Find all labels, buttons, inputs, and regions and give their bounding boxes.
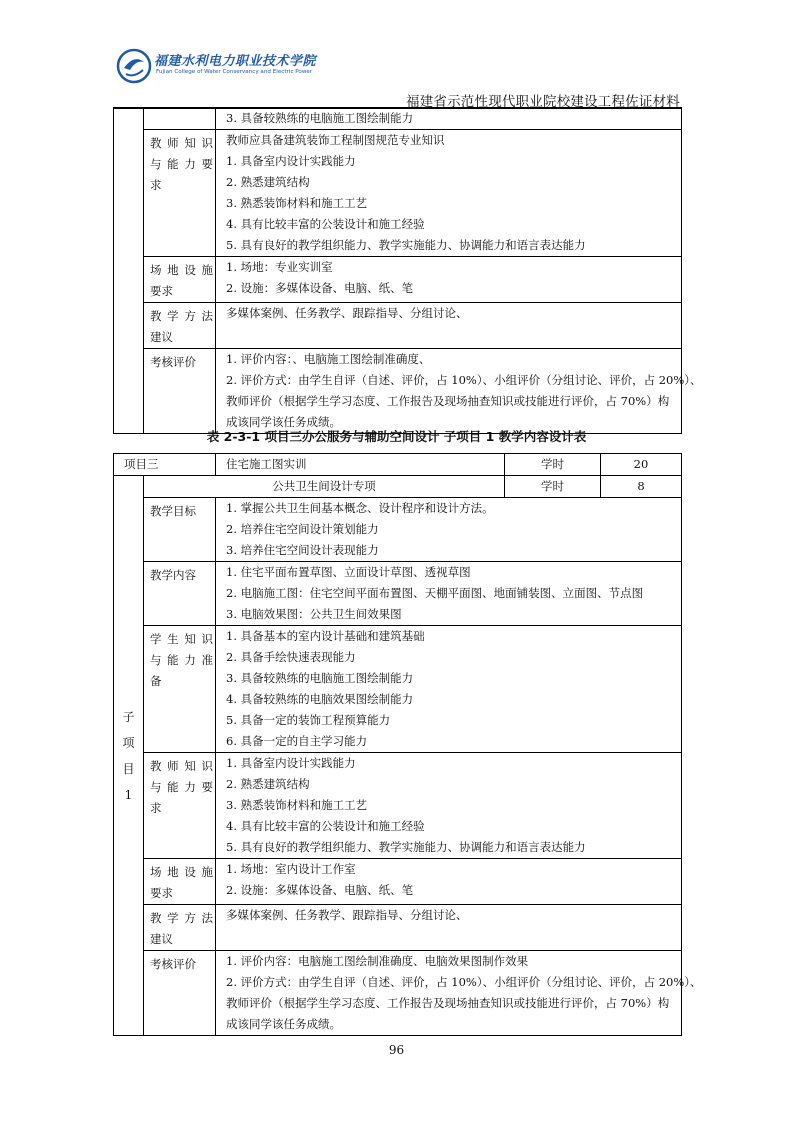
row-label-line: 教师知识 (150, 759, 213, 773)
row-content-cell (216, 859, 682, 905)
content-line: 1. 场地：专业实训室 (226, 260, 333, 274)
subproject-row (114, 476, 682, 498)
row-content-cell (216, 303, 682, 349)
header-title: 福建省示范性现代职业院校建设工程佐证材料 (406, 94, 680, 110)
row-content-cell (216, 257, 682, 303)
subproject-side-label (114, 476, 144, 1036)
subproject-hours-value: 8 (601, 476, 682, 498)
content-line: 5. 具有良好的教学组织能力、教学实施能力、协调能力和语言表达能力 (226, 840, 586, 854)
side-label-char: 项 (122, 735, 135, 750)
project-hours-value: 20 (601, 454, 682, 476)
content-line: 1. 具备基本的室内设计基础和建筑基础 (226, 629, 425, 643)
row-label-line: 教学方法 (150, 911, 213, 925)
row-label-line: 场地设施 (150, 865, 213, 879)
subproject-design-table (113, 453, 702, 1036)
content-line: 2. 电脑施工图：住宅空间平面布置图、天棚平面图、地面铺装图、立面图、节点图 (226, 586, 644, 600)
content-line: 1. 评价内容：、电脑施工图绘制准确度、 (226, 352, 431, 366)
content-line: 2. 熟悉建筑结构 (226, 175, 310, 189)
row-content-cell (216, 626, 682, 753)
project-name: 住宅施工图实训 (216, 454, 505, 476)
row-label-cell (144, 859, 216, 905)
row-label-line: 建议 (150, 932, 173, 946)
content-row (114, 130, 682, 257)
content-row (114, 498, 682, 562)
content-line: 3. 具备较熟练的电脑施工图绘制能力 (226, 111, 414, 125)
row-label-line: 教师知识 (150, 136, 213, 150)
table-caption: 表 2-3-1 项目三办公服务与辅助空间设计 子项目 1 教学内容设计表 (206, 429, 587, 444)
logo-english-name: Fujian College of Water Conservancy and Electric Power (156, 69, 313, 75)
content-line: 2. 培养住宅空间设计策划能力 (226, 522, 379, 536)
content-line: 3. 电脑效果图：公共卫生间效果图 (226, 607, 402, 621)
content-row (114, 562, 682, 626)
row-label-line: 教学方法 (150, 309, 213, 323)
row-label-line: 求 (150, 178, 162, 192)
row-label-cell (144, 753, 216, 859)
row-content-cell (216, 498, 682, 562)
content-line: 5. 具有良好的教学组织能力、教学实施能力、协调能力和语言表达能力 (226, 238, 586, 252)
content-row (114, 905, 682, 951)
content-line: 教师评价（根据学生学习态度、工作报告及现场抽查知识或技能进行评价，占 70%）构 (226, 394, 670, 408)
row-label-line: 要求 (150, 886, 173, 900)
row-label-cell (144, 130, 216, 257)
content-line: 4. 具有比较丰富的公装设计和施工经验 (226, 819, 425, 833)
content-line: 成该同学该任务成绩。 (226, 415, 341, 429)
side-blank-cell (114, 108, 144, 434)
content-line: 1. 场地：室内设计工作室 (226, 862, 356, 876)
page-number: 96 (388, 1043, 405, 1057)
project-row (114, 454, 682, 476)
content-line: 4. 具备较熟练的电脑效果图绘制能力 (226, 692, 414, 706)
row-label-text: 考核评价 (150, 957, 196, 971)
content-row (114, 859, 682, 905)
content-line: 教师应具备建筑装饰工程制图规范专业知识 (226, 133, 445, 147)
row-label-text: 考核评价 (150, 355, 196, 369)
content-line: 6. 具备一定的自主学习能力 (226, 734, 368, 748)
row-content-cell (216, 130, 682, 257)
side-label-char: 子 (122, 709, 135, 724)
subproject-name: 公共卫生间设计专项 (144, 476, 505, 498)
logo-chinese-name: 福建水利电力职业技术学院 (154, 54, 317, 69)
content-row (114, 108, 682, 130)
side-label-char: 1 (124, 787, 133, 802)
content-row (114, 951, 682, 1036)
row-content-cell (216, 753, 682, 859)
subproject-hours-label: 学时 (505, 476, 601, 498)
content-line: 2. 熟悉建筑结构 (226, 777, 310, 791)
content-line: 3. 具备较熟练的电脑施工图绘制能力 (226, 671, 414, 685)
continued-content-table (113, 107, 702, 434)
row-label-cell (144, 257, 216, 303)
row-label-line: 与能力要 (150, 157, 213, 171)
content-line: 2. 评价方式：由学生自评（自述、评价，占 10%）、小组评价（分组讨论、评价，占 20%）、 (226, 373, 702, 387)
content-line: 教师评价（根据学生学习态度、工作报告及现场抽查知识或技能进行评价，占 70%）构 (226, 996, 670, 1010)
content-line: 3. 熟悉装饰材料和施工工艺 (226, 196, 368, 210)
row-label-line: 备 (150, 674, 162, 688)
row-label-line: 与能力准 (150, 653, 213, 667)
row-label-cell (144, 905, 216, 951)
content-line: 1. 掌握公共卫生间基本概念、设计程序和设计方法。 (226, 501, 494, 515)
row-label-cell (144, 303, 216, 349)
row-content-cell (216, 562, 682, 626)
content-line: 2. 设施：多媒体设备、电脑、纸、笔 (226, 281, 414, 295)
row-label-line: 学生知识 (150, 632, 213, 646)
content-line: 5. 具备一定的装饰工程预算能力 (226, 713, 391, 727)
content-line: 2. 评价方式：由学生自评（自述、评价，占 10%）、小组评价（分组讨论、评价，占 20%）、 (226, 975, 702, 989)
row-label-line: 与能力要 (150, 780, 213, 794)
project-hours-label: 学时 (505, 454, 601, 476)
content-row (114, 626, 682, 753)
content-line: 2. 设施：多媒体设备、电脑、纸、笔 (226, 883, 414, 897)
college-logo (116, 44, 317, 86)
content-line: 1. 评价内容：电脑施工图绘制准确度、电脑效果图制作效果 (226, 954, 529, 968)
row-content-cell (216, 108, 682, 130)
content-line: 1. 具备室内设计实践能力 (226, 154, 356, 168)
row-label-line: 场地设施 (150, 263, 213, 277)
row-label-cell (144, 108, 216, 130)
row-label-line: 建议 (150, 330, 173, 344)
content-line: 2. 具备手绘快速表现能力 (226, 650, 356, 664)
content-line: 4. 具有比较丰富的公装设计和施工经验 (226, 217, 425, 231)
content-row (114, 303, 682, 349)
row-label-text: 教学内容 (150, 568, 196, 582)
row-content-cell (216, 951, 702, 1036)
content-line: 成该同学该任务成绩。 (226, 1017, 341, 1031)
row-label-text: 教学目标 (150, 504, 196, 518)
content-line: 多媒体案例、任务教学、跟踪指导、分组讨论、 (226, 306, 468, 320)
row-content-cell (216, 905, 682, 951)
project-label: 项目三 (114, 454, 216, 476)
content-line: 1. 住宅平面布置草图、立面设计草图、透视草图 (226, 565, 471, 579)
side-label-char: 目 (122, 761, 135, 776)
row-label-cell (144, 626, 216, 753)
content-line: 3. 熟悉装饰材料和施工工艺 (226, 798, 368, 812)
row-content-cell (216, 349, 702, 434)
content-row (114, 257, 682, 303)
content-row (114, 753, 682, 859)
row-label-line: 要求 (150, 284, 173, 298)
content-line: 3. 培养住宅空间设计表现能力 (226, 543, 379, 557)
row-label-cell (144, 498, 216, 562)
row-label-cell (144, 349, 216, 434)
row-label-cell (144, 562, 216, 626)
row-label-cell (144, 951, 216, 1036)
college-emblem-icon (116, 48, 152, 84)
content-row (114, 349, 682, 434)
content-line: 1. 具备室内设计实践能力 (226, 756, 356, 770)
row-label-line: 求 (150, 801, 162, 815)
content-line: 多媒体案例、任务教学、跟踪指导、分组讨论、 (226, 908, 468, 922)
